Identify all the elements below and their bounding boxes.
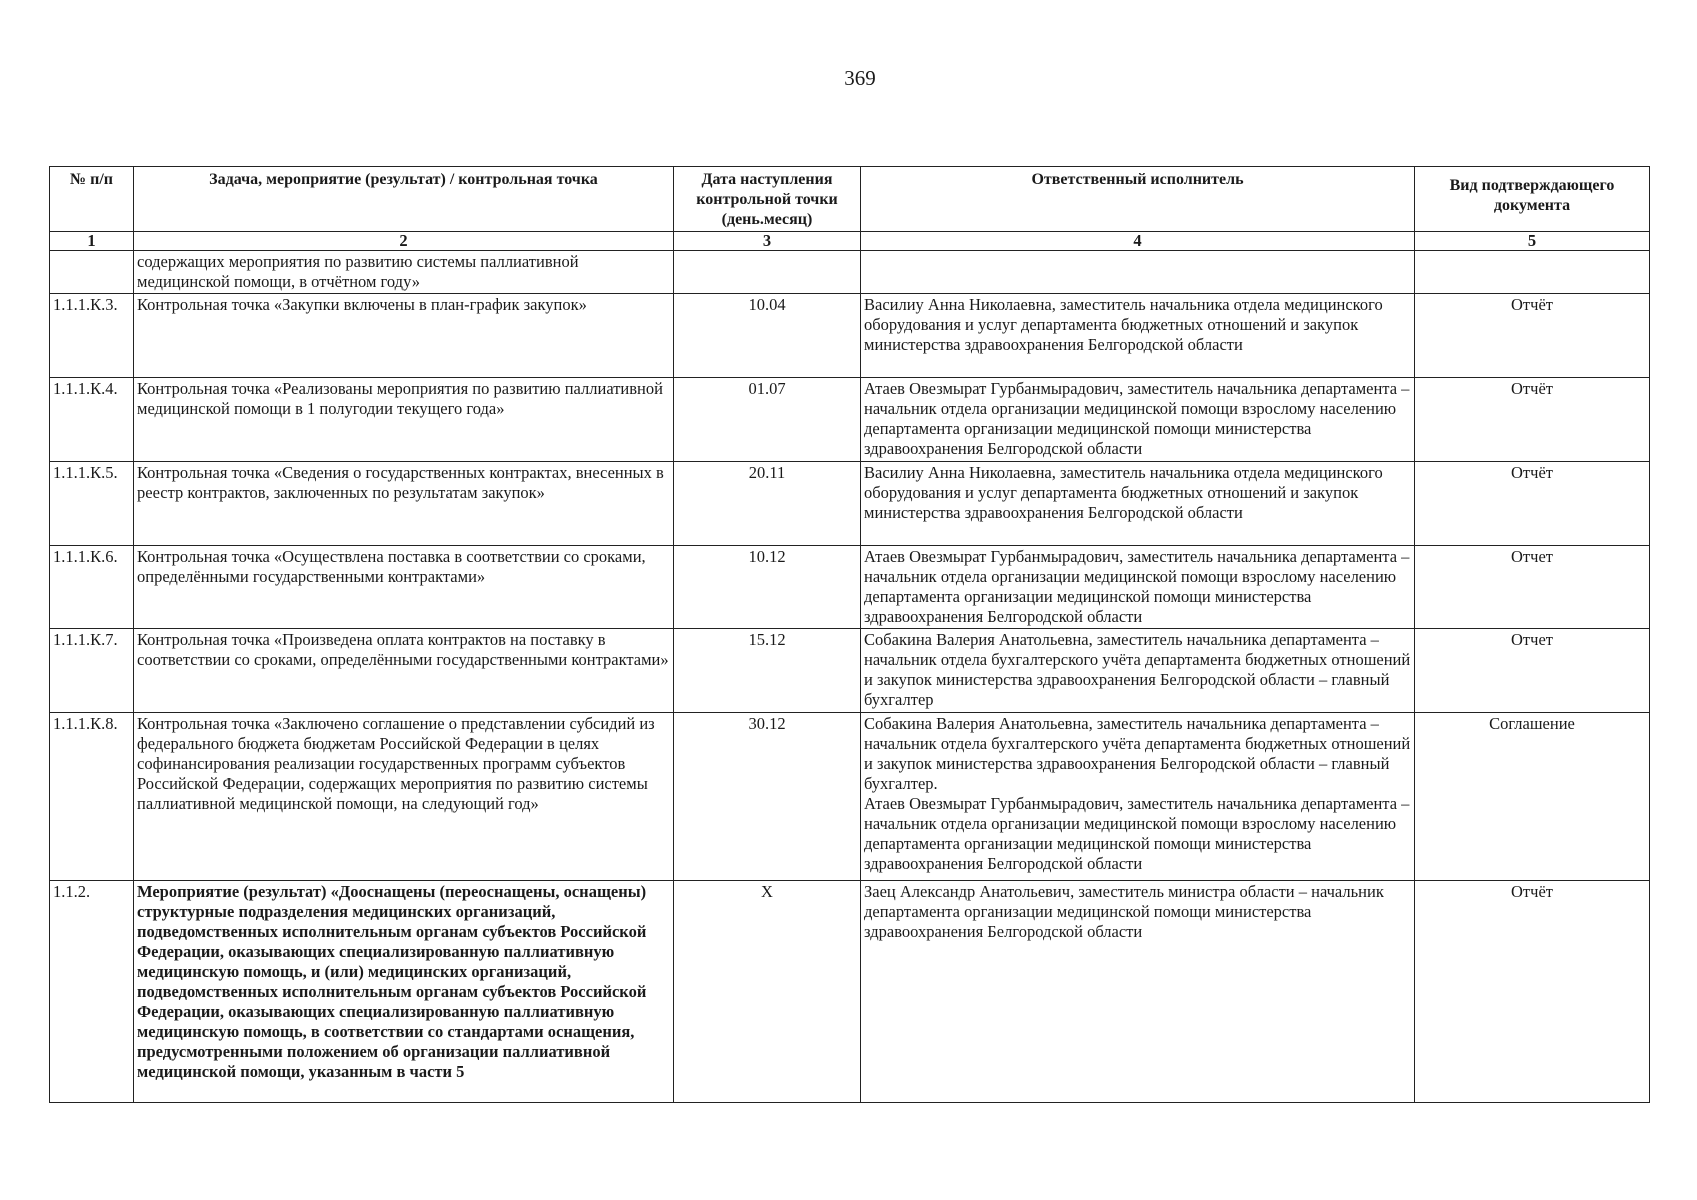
row-responsible: Собакина Валерия Анатольевна, заместитель начальника департамента – начальник отдела бухгалтерского учёта департамента бюджетных отношений и закупок министерства здравоохранения Белгородской области – главный бухгалтер. (864, 714, 1411, 793)
row-task: Контрольная точка «Заключено соглашение о представлении субсидий из федерального бюджета бюджетам Российской Федерации в целях софинансирования реализации государственных программ субъектов Российской Федерации, содержащих мероприятия по развитию системы паллиативной медицинской помощи, на следующий год» (134, 713, 674, 881)
row-responsible: Атаев Овезмырат Гурбанмырадович, заместитель начальника департамента – начальник отдела организации медицинской помощи взрослому населению департамента организации медицинской помощи министерства здравоохранения Белгородской области (861, 378, 1415, 462)
row-responsible-extra: Атаев Овезмырат Гурбанмырадович, заместитель начальника департамента – начальник отдела организации медицинской помощи взрослому населению департамента организации медицинской помощи министерства здравоохранения Белгородской области (864, 794, 1410, 873)
row-task: Контрольная точка «Закупки включены в план-график закупок» (134, 294, 674, 378)
header-document: Вид подтверждающего документа (1415, 167, 1650, 232)
row-date: 10.04 (674, 294, 861, 378)
row-date: Х (674, 881, 861, 1103)
row-date: 30.12 (674, 713, 861, 881)
row-number: 1.1.1.К.5. (50, 462, 134, 546)
row-task: Контрольная точка «Осуществлена поставка в соответствии со сроками, определёнными государственными контрактами» (134, 546, 674, 629)
table-row (50, 629, 1650, 713)
row-document: Отчёт (1415, 462, 1650, 546)
row-number: 1.1.1.К.4. (50, 378, 134, 462)
column-number-row (50, 232, 1650, 251)
row-responsible: Атаев Овезмырат Гурбанмырадович, заместитель начальника департамента – начальник отдела организации медицинской помощи взрослому населению департамента организации медицинской помощи министерства здравоохранения Белгородской области (861, 546, 1415, 629)
row-document: Отчет (1415, 629, 1650, 713)
row-document: Отчёт (1415, 881, 1650, 1103)
table-row (50, 546, 1650, 629)
column-number: 1 (50, 232, 134, 251)
row-document: Отчёт (1415, 294, 1650, 378)
table-row (50, 462, 1650, 546)
page-number: 369 (844, 66, 876, 90)
row-document (1415, 251, 1650, 294)
header-date: Дата наступления контрольной точки (день.месяц) (674, 167, 861, 232)
row-document: Отчет (1415, 546, 1650, 629)
row-responsible: Заец Александр Анатольевич, заместитель министра области – начальник департамента организации медицинской помощи министерства здравоохранения Белгородской области (861, 881, 1415, 1103)
header-responsible: Ответственный исполнитель (861, 167, 1415, 232)
row-responsible: Василиу Анна Николаевна, заместитель начальника отдела медицинского оборудования и услуг департамента бюджетных отношений и закупок министерства здравоохранения Белгородской области (861, 294, 1415, 378)
row-responsible: Собакина Валерия Анатольевна, заместитель начальника департамента – начальник отдела бухгалтерского учёта департамента бюджетных отношений и закупок министерства здравоохранения Белгородской области – главный бухгалтер (861, 629, 1415, 713)
row-date: 15.12 (674, 629, 861, 713)
row-responsible (861, 251, 1415, 294)
row-date: 01.07 (674, 378, 861, 462)
column-number: 2 (134, 232, 674, 251)
row-number (50, 251, 134, 294)
table-row (50, 881, 1650, 1103)
column-number: 5 (1415, 232, 1650, 251)
row-task: содержащих мероприятия по развитию системы паллиативной медицинской помощи, в отчётном году» (134, 251, 674, 294)
row-task: Мероприятие (результат) «Дооснащены (переоснащены, оснащены) структурные подразделения медицинских организаций, подведомственных исполнительным органам субъектов Российской Федерации, оказывающих специализированную паллиативную медицинскую помощь, и (или) медицинских организаций, подведомственных исполнительным органам субъектов Российской Федерации, оказывающих специализированную паллиативную медицинскую помощь, в соответствии со стандартами оснащения, предусмотренными положением об организации паллиативной медицинской помощи, указанным в части 5 (134, 881, 674, 1103)
row-number: 1.1.1.К.7. (50, 629, 134, 713)
row-number: 1.1.1.К.6. (50, 546, 134, 629)
table-row (50, 251, 1650, 294)
row-number: 1.1.2. (50, 881, 134, 1103)
row-number: 1.1.1.К.3. (50, 294, 134, 378)
table-row (50, 378, 1650, 462)
row-task: Контрольная точка «Реализованы мероприятия по развитию паллиативной медицинской помощи в 1 полугодии текущего года» (134, 378, 674, 462)
row-responsible: Василиу Анна Николаевна, заместитель начальника отдела медицинского оборудования и услуг департамента бюджетных отношений и закупок министерства здравоохранения Белгородской области (861, 462, 1415, 546)
row-task: Контрольная точка «Произведена оплата контрактов на поставку в соответствии со сроками, определёнными государственными контрактами» (134, 629, 674, 713)
row-task: Контрольная точка «Сведения о государственных контрактах, внесенных в реестр контрактов, заключенных по результатам закупок» (134, 462, 674, 546)
table-row (50, 713, 1650, 881)
column-number: 4 (861, 232, 1415, 251)
header-number: № п/п (50, 167, 134, 232)
header-task: Задача, мероприятие (результат) / контрольная точка (134, 167, 674, 232)
row-date: 10.12 (674, 546, 861, 629)
row-document: Отчёт (1415, 378, 1650, 462)
table-row (50, 294, 1650, 378)
row-date: 20.11 (674, 462, 861, 546)
row-document: Соглашение (1415, 713, 1650, 881)
row-responsible-cell (861, 713, 1415, 881)
control-points-table (49, 166, 1650, 1103)
column-number: 3 (674, 232, 861, 251)
table-header-row (50, 167, 1650, 232)
row-number: 1.1.1.К.8. (50, 713, 134, 881)
row-date (674, 251, 861, 294)
